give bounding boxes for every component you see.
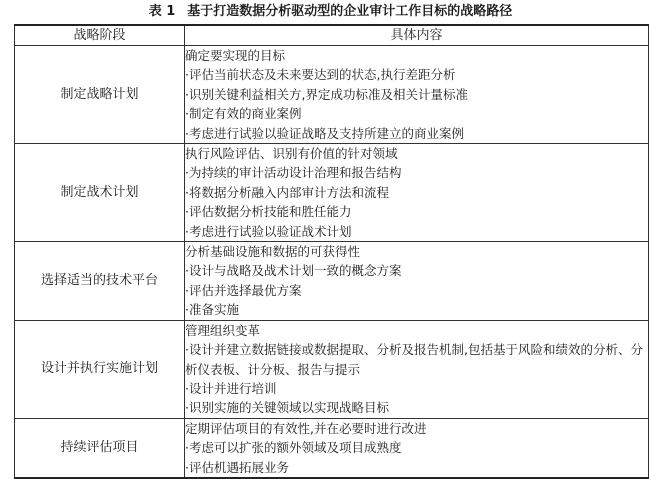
content-line: ·考虑进行试验以验证战略及支持所建立的商业案例 (185, 125, 464, 141)
stage-cell: 制定战略计划 (15, 46, 185, 144)
content-line: 执行风险评估、识别有价值的针对领域 (185, 146, 398, 162)
stage-cell: 选择适当的技术平台 (15, 242, 185, 321)
content-line: ·设计并建立数据链接或数据提取、分析及报告机制,包括基于风险和绩效的分析、分析仪表板、计分板、报告与提示 (185, 342, 643, 377)
content-line: ·考虑进行试验以验证战术计划 (185, 223, 352, 239)
table-caption (0, 2, 661, 22)
header-stage: 战略阶段 (15, 25, 185, 46)
table-header-row (15, 25, 649, 46)
content-cell (185, 242, 649, 321)
table-title: 基于打造数据分析驱动型的企业审计工作目标的战略路径 (187, 4, 513, 19)
content-cell (185, 46, 649, 144)
content-line: ·考虑可以扩张的额外领域及项目成熟度 (185, 440, 402, 456)
content-line: ·评估当前状态及未来要达到的状态,执行差距分析 (185, 67, 456, 83)
stage-cell: 持续评估项目 (15, 418, 185, 478)
content-line: ·制定有效的商业案例 (185, 106, 302, 122)
content-line: ·评估数据分析技能和胜任能力 (185, 204, 352, 220)
table-row (15, 242, 649, 321)
table-row (15, 418, 649, 478)
content-line: ·评估并选择最优方案 (185, 282, 302, 298)
content-line: 分析基础设施和数据的可获得性 (185, 244, 361, 260)
content-cell (185, 418, 649, 478)
stage-cell: 设计并执行实施计划 (15, 320, 185, 418)
content-line: ·设计与战略及战术计划一致的概念方案 (185, 263, 402, 279)
table-row (15, 46, 649, 144)
content-cell (185, 320, 649, 418)
content-line: ·识别实施的关键领域以实现战略目标 (185, 400, 389, 416)
content-line: ·评估机遇拓展业务 (185, 459, 289, 475)
table-row (15, 144, 649, 242)
table-row (15, 320, 649, 418)
content-line: ·设计并进行培训 (185, 380, 277, 396)
content-cell (185, 144, 649, 242)
table-number: 表 1 (148, 4, 176, 19)
content-line: ·准备实施 (185, 302, 239, 318)
header-content: 具体内容 (185, 25, 649, 46)
content-line: 确定要实现的目标 (185, 48, 286, 63)
content-line: ·将数据分析融入内部审计方法和流程 (185, 184, 389, 200)
strategy-table (14, 24, 649, 479)
content-line: ·识别关键利益相关方,界定成功标准及相关计量标准 (185, 86, 468, 102)
content-line: 定期评估项目的有效性,并在必要时进行改进 (185, 420, 427, 436)
content-line: ·为持续的审计活动设计治理和报告结构 (185, 165, 402, 181)
content-line: 管理组织变革 (185, 322, 261, 338)
stage-cell: 制定战术计划 (15, 144, 185, 242)
